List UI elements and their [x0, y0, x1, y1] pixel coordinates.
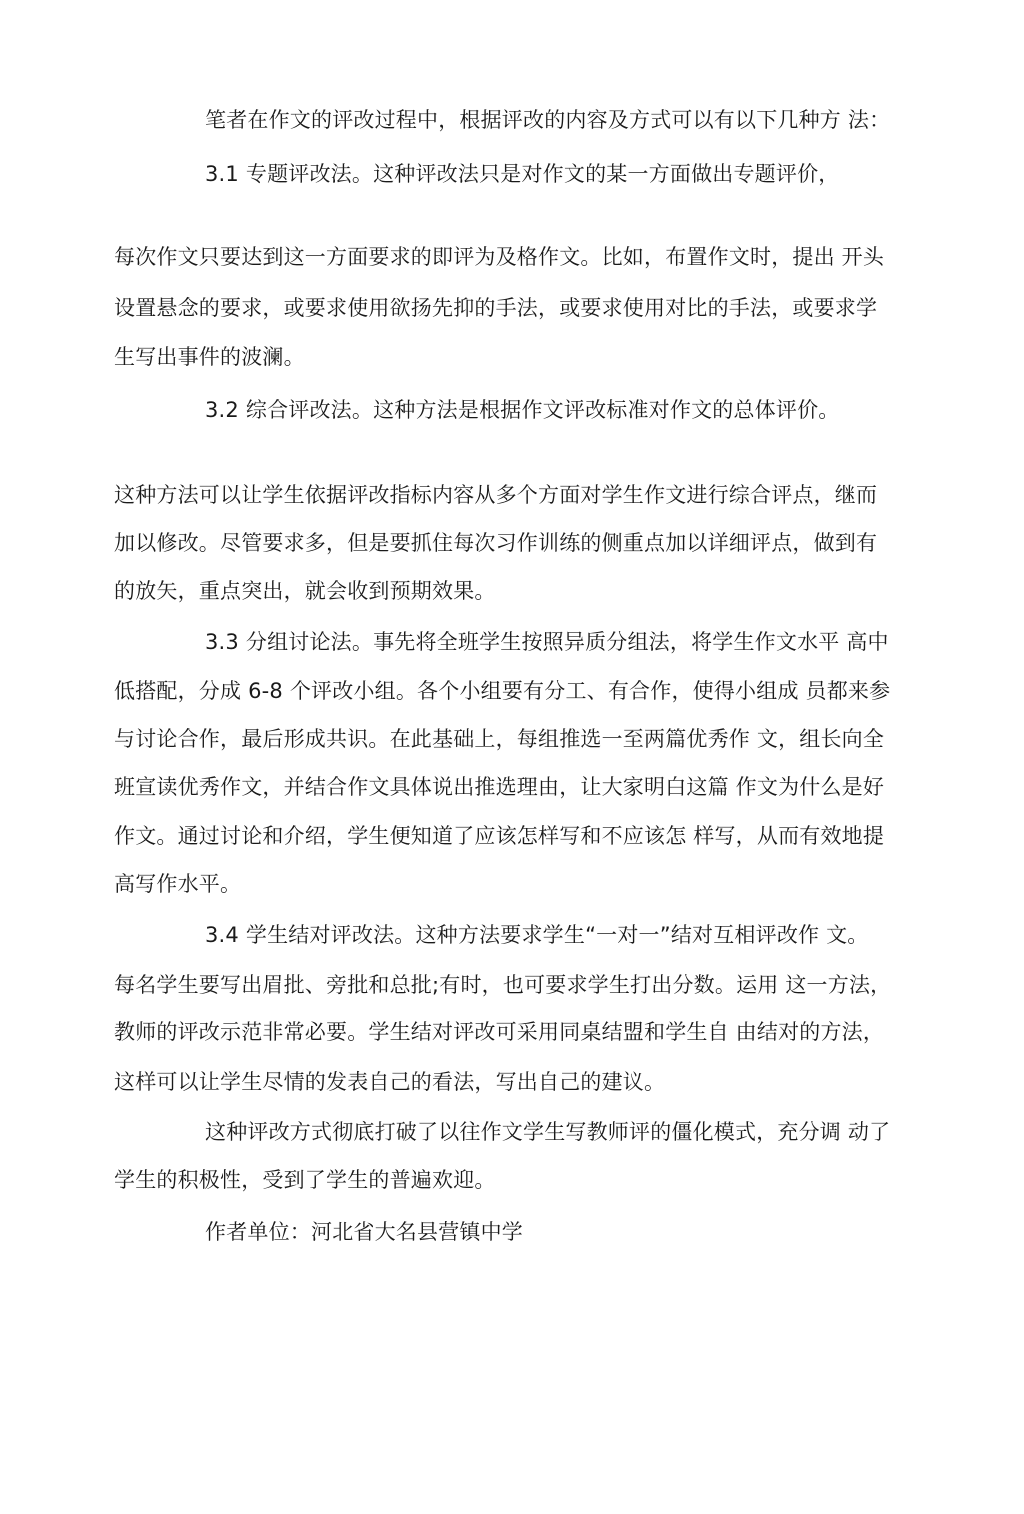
section-3-1-heading-line: 3.1 专题评改法。这种评改法只是对作文的某一方面做出专题评价，: [205, 162, 840, 186]
conclusion-paragraph-line: 学生的积极性，受到了学生的普遍欢迎。: [114, 1168, 496, 1192]
section-3-2-body-line: 加以修改。尽管要求多，但是要抓住每次习作训练的侧重点加以详细评点，做到有: [114, 531, 878, 555]
section-3-1-body-line: 设置悬念的要求，或要求使用欲扬先抑的手法，或要求使用对比的手法，或要求学: [114, 296, 878, 320]
section-3-1-body-line: 生写出事件的波澜。: [114, 345, 305, 369]
section-3-4-heading-line: 3.4 学生结对评改法。这种方法要求学生“一对一”结对互相评改作 文。: [205, 923, 869, 947]
paragraph-intro-line: 笔者在作文的评改过程中，根据评改的内容及方式可以有以下几种方 法：: [205, 108, 891, 132]
section-3-3-body-line: 班宣读优秀作文，并结合作文具体说出推选理由，让大家明白这篇 作文为什么是好: [114, 775, 885, 799]
section-3-3-body-line: 低搭配，分成 6-8 个评改小组。各个小组要有分工、有合作，使得小组成 员都来参: [114, 679, 891, 703]
section-3-2-body-line: 的放矢，重点突出，就会收到预期效果。: [114, 579, 496, 603]
section-3-4-body-line: 每名学生要写出眉批、旁批和总批;有时，也可要求学生打出分数。运用 这一方法，: [114, 973, 892, 997]
section-3-3-body-line: 与讨论合作，最后形成共识。在此基础上，每组推选一至两篇优秀作 文，组长向全: [114, 727, 885, 751]
section-3-1-body-line: 每次作文只要达到这一方面要求的即评为及格作文。比如，布置作文时，提出 开头: [114, 245, 885, 269]
section-3-4-body-line: 教师的评改示范非常必要。学生结对评改可采用同桌结盟和学生自 由结对的方法，: [114, 1020, 885, 1044]
section-3-2-heading-line: 3.2 综合评改法。这种方法是根据作文评改标准对作文的总体评价。: [205, 398, 840, 422]
section-3-3-body-line: 高写作水平。: [114, 872, 242, 896]
section-3-4-body-line: 这样可以让学生尽情的发表自己的看法，写出自己的建议。: [114, 1070, 666, 1094]
section-3-3-heading-line: 3.3 分组讨论法。事先将全班学生按照异质分组法，将学生作文水平 高中: [205, 630, 889, 654]
section-3-2-body-line: 这种方法可以让学生依据评改指标内容从多个方面对学生作文进行综合评点，继而: [114, 483, 878, 507]
conclusion-paragraph-line: 这种评改方式彻底打破了以往作文学生写教师评的僵化模式，充分调 动了: [205, 1120, 891, 1144]
section-3-3-body-line: 作文。通过讨论和介绍，学生便知道了应该怎样写和不应该怎 样写，从而有效地提: [114, 824, 885, 848]
author-affiliation: 作者单位：河北省大名县营镇中学: [205, 1220, 523, 1244]
